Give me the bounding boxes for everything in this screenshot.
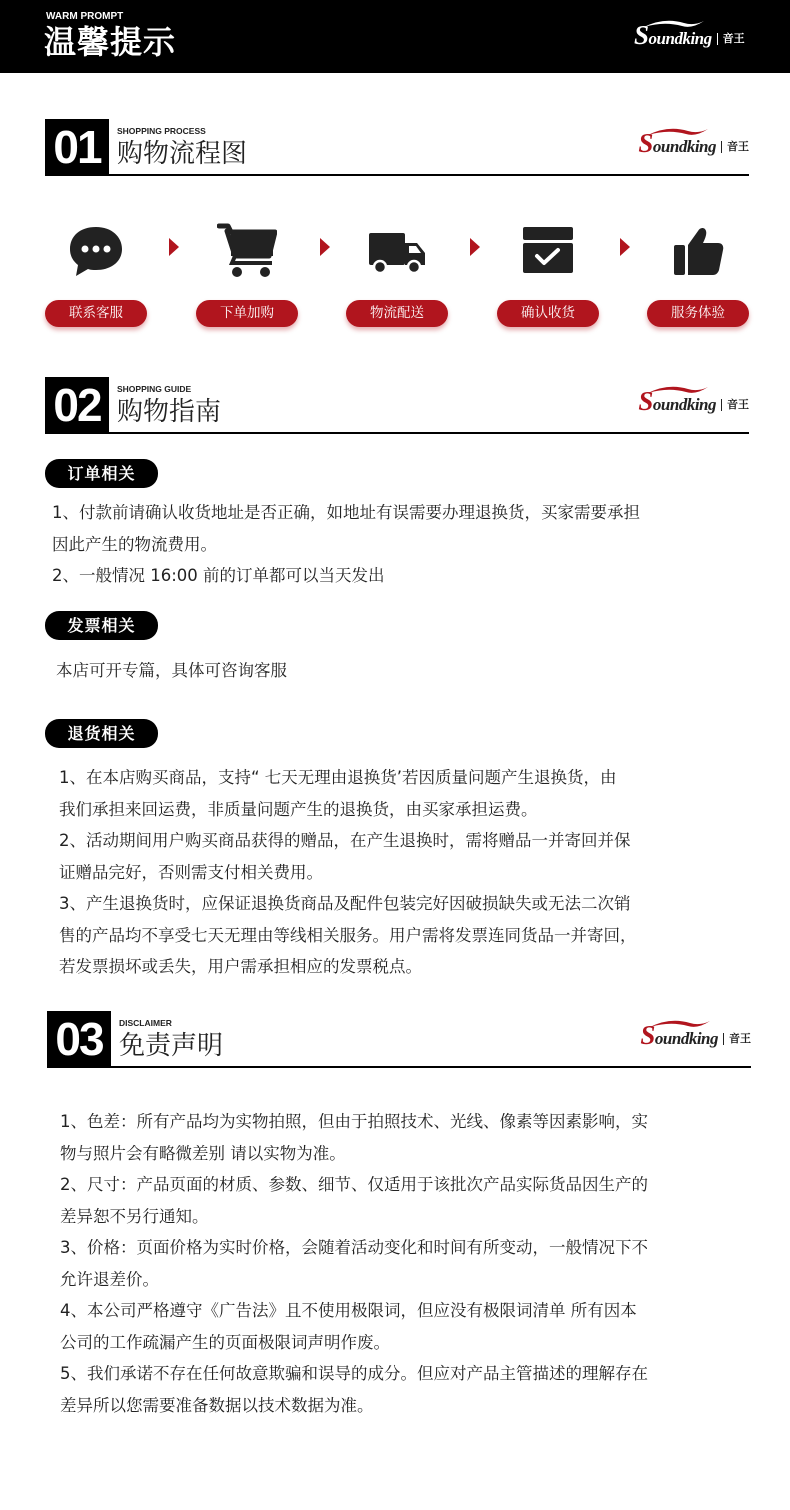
thumbs-up-icon — [668, 223, 728, 278]
arrow-right-icon — [470, 238, 480, 256]
logo-swoosh-icon — [644, 19, 704, 29]
text-line: 证赠品完好，否则需支付相关费用。 — [59, 862, 323, 882]
brand-cn: 音王 — [722, 32, 745, 45]
section-cn-title: 购物流程图 — [117, 139, 248, 169]
text-line: 我们承担来回运费，非质量问题产生的退换货，由买家承担运费。 — [59, 799, 538, 819]
text-line: 物与照片会有略微差别 请以实物为准。 — [60, 1143, 346, 1163]
header-cn-title: 温馨提示 — [44, 23, 177, 61]
text-line: 3、价格：页面价格为实时价格，会随着活动变化和时间有所变动，一般情况下不 — [60, 1238, 648, 1257]
brand-logo — [634, 20, 745, 50]
step-label: 下单加购 — [196, 300, 298, 327]
section-cn-title: 购物指南 — [117, 397, 222, 427]
text-line: 2、尺寸：产品页面的材质、参数、细节、仅适用于该批次产品实际货品因生产的 — [60, 1175, 648, 1194]
text-line: 1、在本店购买商品，支持“ 七天无理由退换货’若因质量问题产生退换货，由 — [59, 768, 617, 787]
shopping-process-steps — [45, 220, 749, 330]
section-number: 03 — [47, 1011, 111, 1067]
returns-text — [59, 762, 759, 983]
delivery-truck-icon — [367, 223, 427, 278]
text-line: 因此产生的物流费用。 — [52, 534, 217, 554]
section-en-title: DISCLAIMER — [119, 1018, 172, 1028]
box-check-icon — [518, 223, 578, 278]
text-line: 本店可开专篇，具体可咨询客服 — [56, 661, 287, 680]
header-en-title: WARM PROMPT — [46, 11, 124, 22]
text-line: 2、一般情况 16:00 前的订单都可以当天发出 — [52, 566, 385, 585]
section-en-title: SHOPPING PROCESS — [117, 126, 206, 136]
section-number: 02 — [45, 377, 109, 433]
logo-swoosh-icon — [648, 127, 708, 137]
section-number: 01 — [45, 119, 109, 175]
logo-swoosh-icon — [650, 1019, 710, 1029]
disclaimer-text — [60, 1106, 760, 1421]
arrow-right-icon — [320, 238, 330, 256]
step-label: 服务体验 — [647, 300, 749, 327]
order-text — [52, 497, 752, 592]
brand-logo: Soundking 音王 — [638, 386, 749, 416]
arrow-right-icon — [620, 238, 630, 256]
step-label: 确认收货 — [497, 300, 599, 327]
text-line: 若发票损坏或丢失，用户需承担相应的发票税点。 — [59, 957, 422, 976]
brand-logo: Soundking 音王 — [638, 128, 749, 158]
section-header-process — [45, 119, 749, 176]
text-line: 允许退差价。 — [60, 1269, 159, 1289]
text-line: 1、色差：所有产品均为实物拍照，但由于拍照技术、光线、像素等因素影响，实 — [60, 1112, 648, 1131]
arrow-right-icon — [169, 238, 179, 256]
section-en-title: SHOPPING GUIDE — [117, 384, 192, 394]
brand-logo: Soundking 音王 — [640, 1020, 751, 1050]
text-line: 1、付款前请确认收货地址是否正确，如地址有误需要办理退换货，买家需要承担 — [52, 503, 640, 522]
text-line: 4、本公司严格遵守《广告法》且不使用极限词，但应没有极限词清单 所有因本 — [60, 1301, 637, 1320]
brand-word: oundking — [648, 29, 712, 48]
order-tag: 订单相关 — [45, 459, 158, 488]
header-banner — [0, 0, 790, 73]
returns-tag: 退货相关 — [45, 719, 158, 748]
invoice-tag: 发票相关 — [45, 611, 158, 640]
chat-bubble-icon — [66, 223, 126, 278]
text-line: 5、我们承诺不存在任何故意欺骗和误导的成分。但应对产品主管描述的理解存在 — [60, 1364, 648, 1383]
step-label: 物流配送 — [346, 300, 448, 327]
step-label: 联系客服 — [45, 300, 147, 327]
text-line: 2、活动期间用户购买商品获得的赠品，在产生退换时，需将赠品一并寄回并保 — [59, 831, 631, 850]
text-line: 售的产品均不享受七天无理由等线相关服务。用户需将发票连同货品一并寄回， — [59, 925, 637, 945]
section-header-disclaimer — [47, 1011, 751, 1068]
logo-swoosh-icon — [648, 385, 708, 395]
text-line: 差异所以您需要准备数据以技术数据为准。 — [60, 1395, 374, 1415]
text-line: 3、产生退换货时，应保证退换货商品及配件包装完好因破损缺失或无法二次销 — [59, 894, 631, 913]
invoice-text — [56, 655, 756, 687]
brand-initial: S — [634, 20, 649, 50]
section-cn-title: 免责声明 — [119, 1031, 224, 1061]
section-header-guide — [45, 377, 749, 434]
text-line: 差异恕不另行通知。 — [60, 1206, 209, 1226]
shopping-cart-icon — [217, 223, 277, 278]
text-line: 公司的工作疏漏产生的页面极限词声明作废。 — [60, 1332, 390, 1352]
